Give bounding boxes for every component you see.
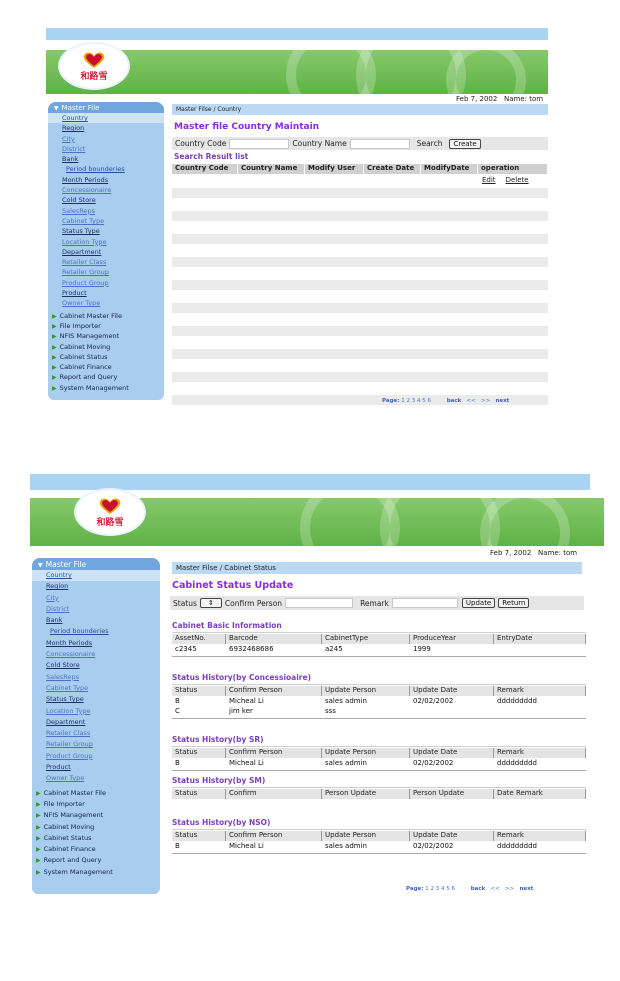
sidebar-item[interactable]: Bank: [46, 616, 63, 625]
heart-logo-icon: [82, 51, 106, 69]
sidebar-group[interactable]: [32, 833, 160, 844]
sidebar-group[interactable]: [32, 788, 160, 799]
sidebar-item[interactable]: Month Periods: [62, 175, 109, 184]
sidebar-item[interactable]: Status Type: [46, 695, 84, 704]
table-row: [172, 303, 548, 313]
sidebar-item[interactable]: City: [62, 134, 75, 143]
sidebar-group-label: System Management: [43, 867, 113, 876]
confirm-person-input[interactable]: [285, 598, 353, 608]
table-cell: sales admin: [325, 697, 367, 705]
country-code-label: Country Code: [175, 139, 227, 148]
column-header: Update Date: [410, 831, 494, 841]
triangle-right-icon: ▶: [36, 812, 41, 820]
sidebar-groups: [32, 788, 160, 878]
sidebar-item[interactable]: Location Type: [46, 706, 91, 715]
pager: Page: 1 2 3 4 5 6 back << >> next: [382, 398, 510, 404]
table-row: [172, 257, 548, 267]
pager: Page: 1 2 3 4 5 6 back << >> next: [406, 886, 534, 892]
remark-input[interactable]: [392, 598, 458, 608]
table-cell: Micheal Li: [229, 759, 264, 767]
sidebar-item[interactable]: Owner Type: [46, 774, 85, 783]
table-cell: C: [175, 707, 180, 715]
table-header: [172, 748, 586, 758]
create-button[interactable]: Create: [449, 139, 480, 149]
sidebar-group-label: NFIS Management: [43, 811, 104, 820]
section-heading: Status History(by SR): [172, 735, 264, 744]
column-header: Update Date: [410, 748, 494, 758]
triangle-right-icon: ▶: [52, 322, 57, 330]
sidebar-group-label: Report and Query: [43, 856, 102, 865]
column-header: Create Date: [364, 164, 421, 174]
sidebar-item[interactable]: Cabinet Type: [46, 683, 89, 692]
logo-text: 和路雪: [96, 518, 124, 528]
sidebar-group-label: Cabinet Finance: [43, 845, 96, 854]
table-cell: 1999: [413, 645, 431, 653]
column-header: Confirm Person: [226, 748, 322, 758]
sidebar-item[interactable]: Concessionaire: [62, 186, 112, 195]
sidebar-item[interactable]: Region: [46, 582, 69, 591]
sidebar-group[interactable]: [32, 855, 160, 866]
triangle-right-icon: ▶: [52, 364, 57, 372]
remark-label: Remark: [360, 598, 389, 608]
table-cell: sss: [325, 707, 336, 715]
column-header: Update Date: [410, 686, 494, 696]
table-row: [172, 326, 548, 336]
section-divider: [172, 829, 586, 830]
triangle-right-icon: ▶: [36, 857, 41, 865]
sidebar-group-label: Cabinet Master File: [59, 311, 122, 320]
sidebar-group[interactable]: [32, 867, 160, 878]
sidebar-group[interactable]: [32, 799, 160, 810]
heart-logo-icon: [98, 497, 122, 515]
table-bottom-line: [172, 718, 586, 719]
page-numbers[interactable]: 1 2 3 4 5 6: [425, 886, 455, 892]
table-row: [172, 645, 586, 655]
sidebar-item[interactable]: District: [62, 144, 86, 153]
table-bottom-line: [172, 853, 586, 854]
table-row: [172, 349, 548, 359]
table-cell: c2345: [175, 645, 197, 653]
column-header: AssetNo.: [172, 634, 226, 644]
triangle-right-icon: ▶: [36, 823, 41, 831]
column-header: Country Name: [238, 164, 305, 174]
table-cell: ddddddddd: [497, 697, 537, 705]
sidebar-item[interactable]: Country: [48, 113, 164, 123]
table-cell: Micheal Li: [229, 842, 264, 850]
column-header: Person Update: [322, 789, 410, 799]
triangle-right-icon: ▶: [36, 868, 41, 876]
column-header: Confirm: [226, 789, 322, 799]
next-link[interactable]: next: [519, 886, 534, 892]
next-arrow-link[interactable]: >>: [481, 398, 491, 404]
sidebar-items: [48, 113, 164, 309]
sidebar-group[interactable]: [32, 822, 160, 833]
date-name: Feb 7, 2002 Name: tom: [490, 549, 578, 557]
sidebar-item[interactable]: Period bounderies: [50, 627, 109, 636]
table-cell: a245: [325, 645, 343, 653]
page-numbers[interactable]: 1 2 3 4 5 6: [401, 398, 431, 404]
sidebar-group-label: Cabinet Moving: [43, 822, 95, 831]
sidebar-group[interactable]: [32, 810, 160, 821]
top-bar: [30, 474, 590, 490]
column-header: operation: [478, 164, 548, 174]
result-table-header: [172, 164, 548, 174]
column-header: Update Person: [322, 748, 410, 758]
section-heading: Status History(by Concessioaire): [172, 673, 312, 682]
table-row: [172, 707, 586, 717]
column-header: Barcode: [226, 634, 322, 644]
search-result-heading: Search Result list: [174, 152, 249, 161]
table-cell: [494, 707, 586, 717]
chevron-down-icon: ▼: [54, 105, 59, 112]
brand-logo: [76, 490, 144, 534]
table-cell: Micheal Li: [229, 697, 264, 705]
status-form: [170, 596, 584, 610]
sidebar-header[interactable]: ▼ Master File: [48, 102, 164, 113]
column-header: Confirm Person: [226, 686, 322, 696]
sidebar-group[interactable]: [48, 311, 164, 321]
breadcrumb: Master Filse / Cabinet Status: [172, 562, 582, 574]
sidebar-group-label: NFIS Management: [59, 332, 120, 341]
section-heading: Cabinet Basic Information: [172, 621, 282, 630]
column-header: ProduceYear: [410, 634, 494, 644]
sidebar-header[interactable]: ▼ Master File: [32, 558, 160, 570]
table-cell: 02/02/2002: [413, 842, 454, 850]
search-label[interactable]: Search: [416, 139, 443, 148]
column-header: Country Code: [172, 164, 238, 174]
sidebar-item[interactable]: District: [46, 604, 70, 613]
country-name-input[interactable]: [350, 139, 410, 149]
table-header: [172, 634, 586, 644]
logo-text: 和路雪: [80, 72, 108, 82]
triangle-right-icon: ▶: [52, 374, 57, 382]
column-header: Modify User: [305, 164, 364, 174]
sidebar-group[interactable]: [48, 331, 164, 341]
sidebar-item[interactable]: Retailer Class: [46, 729, 91, 738]
sidebar-group[interactable]: [48, 321, 164, 331]
table-cell: ddddddddd: [497, 759, 537, 767]
table-row: [172, 280, 548, 290]
table-cell: jim ker: [229, 707, 253, 715]
sidebar-item[interactable]: Month Periods: [46, 638, 93, 647]
sidebar-item[interactable]: Product: [62, 289, 87, 298]
sidebar-group[interactable]: [32, 844, 160, 855]
table-cell: sales admin: [325, 842, 367, 850]
column-header: Update Person: [322, 686, 410, 696]
sidebar-group-label: Cabinet Finance: [59, 363, 112, 372]
section-heading: Status History(by NSO): [172, 818, 271, 827]
search-form: [172, 137, 548, 150]
column-header: Confirm Person: [226, 831, 322, 841]
triangle-right-icon: ▶: [52, 312, 57, 320]
table-row: [172, 842, 586, 852]
section-divider: [172, 787, 586, 788]
sidebar-item[interactable]: SalesReps: [46, 672, 80, 681]
chevron-down-icon: ▼: [38, 562, 43, 569]
sidebar-item[interactable]: Department: [46, 717, 86, 726]
triangle-right-icon: ▶: [36, 800, 41, 808]
sidebar-group-label: Cabinet Status: [43, 833, 92, 842]
column-header: Status: [172, 789, 226, 799]
table-row: [172, 234, 548, 244]
table-cell: 6932468686: [229, 645, 274, 653]
sidebar-item[interactable]: Concessionaire: [46, 650, 96, 659]
country-code-input[interactable]: [229, 139, 289, 149]
table-cell: 02/02/2002: [413, 759, 454, 767]
sidebar-item[interactable]: Period bounderies: [66, 165, 125, 174]
triangle-right-icon: ▶: [52, 384, 57, 392]
sidebar-item[interactable]: Location Type: [62, 237, 107, 246]
confirm-person-label: Confirm Person: [224, 598, 283, 608]
triangle-right-icon: ▶: [52, 353, 57, 361]
sidebar-item[interactable]: Retailer Group: [46, 740, 93, 749]
breadcrumb: Master Filse / Country: [172, 104, 548, 115]
page-title: Cabinet Status Update: [172, 580, 294, 591]
status-select[interactable]: ⇕: [200, 598, 222, 608]
column-header: Status: [172, 831, 226, 841]
section-divider: [172, 684, 586, 685]
column-header: Status: [172, 686, 226, 696]
sidebar-item[interactable]: SalesReps: [62, 206, 96, 215]
sidebar-item[interactable]: Product Group: [62, 278, 109, 287]
edit-link[interactable]: Edit: [482, 176, 496, 184]
sidebar-group-label: Cabinet Status: [59, 352, 108, 361]
table-bottom-line: [172, 656, 586, 657]
column-header: Update Person: [322, 831, 410, 841]
table-row: [172, 697, 586, 707]
column-header: ModifyDate: [421, 164, 478, 174]
triangle-right-icon: ▶: [52, 333, 57, 341]
sidebar-group[interactable]: [48, 383, 164, 393]
page-title: Master file Country Maintain: [174, 122, 320, 132]
section-divider: [172, 746, 586, 747]
sidebar-group[interactable]: [48, 352, 164, 362]
triangle-right-icon: ▶: [36, 846, 41, 854]
section-heading: Status History(by SM): [172, 776, 266, 785]
table-row: [172, 372, 548, 382]
column-header: Status: [172, 748, 226, 758]
table-header: [172, 686, 586, 696]
sidebar: [48, 102, 164, 400]
sidebar-item[interactable]: Department: [62, 247, 102, 256]
sidebar-item[interactable]: Product Group: [46, 751, 93, 760]
top-bar: [46, 28, 548, 40]
sidebar-groups: [48, 311, 164, 393]
table-row: [172, 188, 548, 198]
sidebar-item[interactable]: Bank: [62, 155, 79, 164]
table-row: [172, 211, 548, 221]
next-link[interactable]: next: [495, 398, 510, 404]
sidebar-item[interactable]: Product: [46, 763, 71, 772]
sidebar-item[interactable]: Owner Type: [62, 299, 101, 308]
sidebar-group[interactable]: [48, 372, 164, 382]
triangle-right-icon: ▶: [36, 789, 41, 797]
table-cell: ddddddddd: [497, 842, 537, 850]
country-name-label: Country Name: [292, 139, 347, 148]
sidebar-item[interactable]: Cold Store: [62, 196, 96, 205]
table-cell: sales admin: [325, 759, 367, 767]
next-arrow-link[interactable]: >>: [505, 886, 515, 892]
sidebar-group[interactable]: [48, 342, 164, 352]
section-divider: [172, 632, 586, 633]
column-header: Remark: [494, 831, 586, 841]
sidebar-group-label: File Importer: [59, 321, 101, 330]
column-header: EntryDate: [494, 634, 586, 644]
status-label: Status: [173, 598, 197, 608]
screen-country-maintain: [46, 28, 548, 416]
row-operations: [482, 176, 539, 184]
table-cell: B: [175, 697, 180, 705]
screen-cabinet-status: [30, 474, 604, 904]
sidebar-item[interactable]: Retailer Class: [62, 258, 107, 267]
sidebar-group-label: File Importer: [43, 799, 85, 808]
brand-logo: [60, 44, 128, 88]
column-header: Person Update: [410, 789, 494, 799]
date-name: Feb 7, 2002 Name: tom: [456, 95, 544, 103]
back-link[interactable]: back: [446, 398, 462, 404]
sidebar-items: [32, 570, 160, 785]
table-cell: 02/02/2002: [413, 697, 454, 705]
table-cell: [410, 707, 494, 717]
sidebar-item[interactable]: Cold Store: [46, 661, 80, 670]
prev-link[interactable]: <<: [490, 886, 500, 892]
column-header: Remark: [494, 686, 586, 696]
table-header: [172, 831, 586, 841]
sidebar-group-label: System Management: [59, 383, 129, 392]
sidebar-item[interactable]: Cabinet Type: [62, 216, 105, 225]
table-cell: [494, 645, 586, 655]
sidebar-group-label: Cabinet Master File: [43, 788, 106, 797]
sidebar-group-label: Report and Query: [59, 373, 118, 382]
return-button[interactable]: Return: [498, 598, 529, 608]
sidebar-group-label: Cabinet Moving: [59, 342, 111, 351]
table-cell: B: [175, 759, 180, 767]
sidebar-item[interactable]: Region: [62, 124, 85, 133]
triangle-right-icon: ▶: [52, 343, 57, 351]
table-bottom-line: [172, 770, 586, 771]
sidebar-item[interactable]: Retailer Group: [62, 268, 109, 277]
table-row: [172, 759, 586, 769]
sidebar-item[interactable]: City: [46, 593, 59, 602]
column-header: Date Remark: [494, 789, 586, 799]
table-header: [172, 789, 586, 799]
triangle-right-icon: ▶: [36, 834, 41, 842]
delete-link[interactable]: Delete: [505, 176, 529, 184]
sidebar-item[interactable]: Status Type: [62, 227, 100, 236]
update-button[interactable]: Update: [462, 598, 495, 608]
column-header: Remark: [494, 748, 586, 758]
back-link[interactable]: back: [470, 886, 486, 892]
prev-link[interactable]: <<: [466, 398, 476, 404]
column-header: CabinetType: [322, 634, 410, 644]
sidebar-item[interactable]: Country: [32, 570, 160, 581]
sidebar-group[interactable]: [48, 362, 164, 372]
table-cell: B: [175, 842, 180, 850]
sidebar: [32, 558, 160, 894]
